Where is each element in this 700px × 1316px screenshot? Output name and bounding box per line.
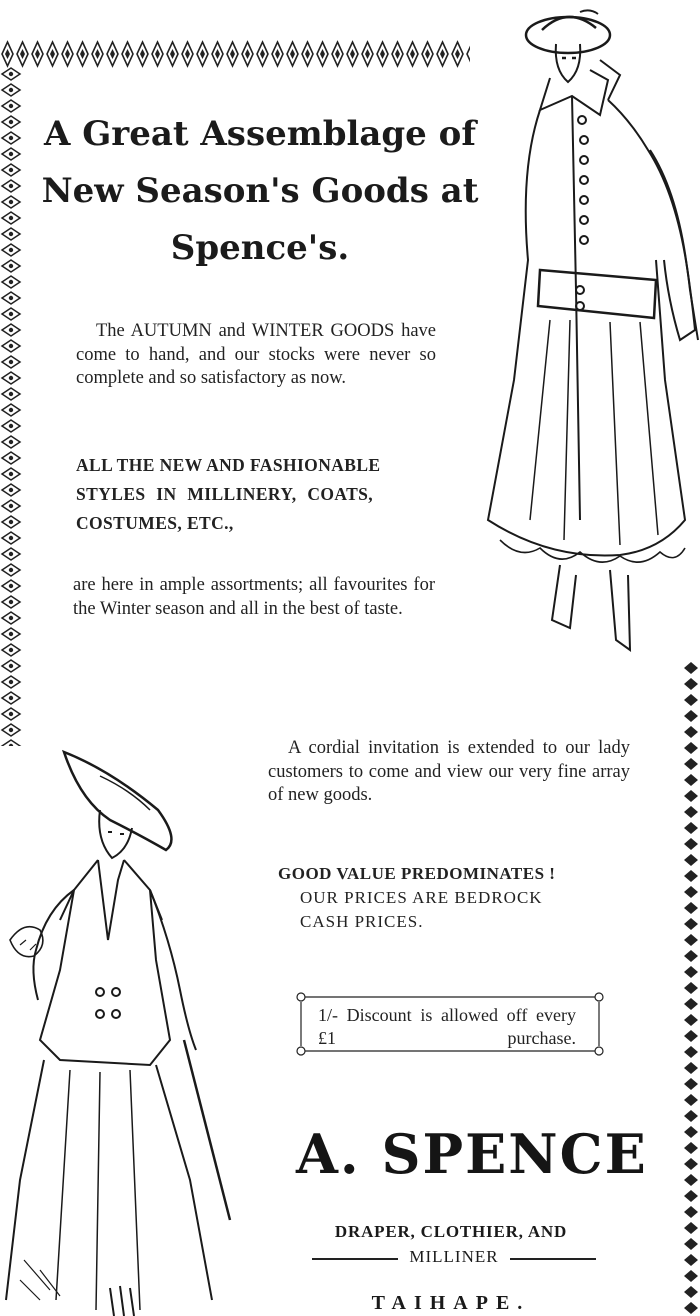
- value-line-1: GOOD VALUE PREDOMINATES !: [278, 864, 556, 883]
- invitation-text: A cordial invitation is extended to our lady customers to come and view our very fine array of new goods.: [268, 738, 630, 805]
- discount-text: 1/- Discount is allowed off every £1 purchase.: [318, 1005, 576, 1048]
- styles-heading-line-3: COSTUMES, ETC.,: [76, 513, 234, 533]
- headline-line-1: A Great Assemblage of: [44, 114, 476, 154]
- invitation-paragraph: [268, 737, 630, 808]
- intro-text: The AUTUMN and WINTER GOODS have come to hand, and our stocks were never so complete and so satisfactory as now.: [76, 321, 436, 388]
- town-name: TAIHAPE.: [371, 1292, 531, 1314]
- decorative-border-left: [0, 66, 22, 746]
- headline-line-3: Spence's.: [170, 228, 350, 268]
- shop-name: A. SPENCE: [296, 1122, 648, 1186]
- styles-heading-line-1: ALL THE NEW AND FASHIONABLE: [76, 455, 381, 475]
- woman-in-costume-illustration: [0, 740, 270, 1316]
- styles-heading: [76, 451, 436, 538]
- value-line-3: CASH PRICES.: [300, 912, 424, 931]
- rule-right: [510, 1258, 596, 1260]
- decorative-border-top: [0, 40, 470, 68]
- trade-line-2-text: MILLINER: [409, 1247, 499, 1266]
- headline: [30, 106, 490, 277]
- styles-heading-line-2: STYLES IN MILLINERY, COATS,: [76, 484, 374, 504]
- discount-box: [296, 992, 604, 1056]
- value-statement: [278, 862, 630, 934]
- woman-in-coat-illustration: [480, 0, 700, 680]
- intro-paragraph: [76, 320, 436, 391]
- headline-line-2: New Season's Goods at: [41, 171, 479, 211]
- decorative-border-right: [682, 660, 700, 1316]
- value-line-2: OUR PRICES ARE BEDROCK: [300, 888, 543, 907]
- rule-left: [312, 1258, 398, 1260]
- assortments-paragraph: are here in ample assortments; all favourites for the Winter season and all in the best of taste.: [73, 575, 435, 619]
- trade-line-1: DRAPER, CLOTHIER, AND: [334, 1222, 568, 1241]
- trade-line-2: [312, 1247, 596, 1271]
